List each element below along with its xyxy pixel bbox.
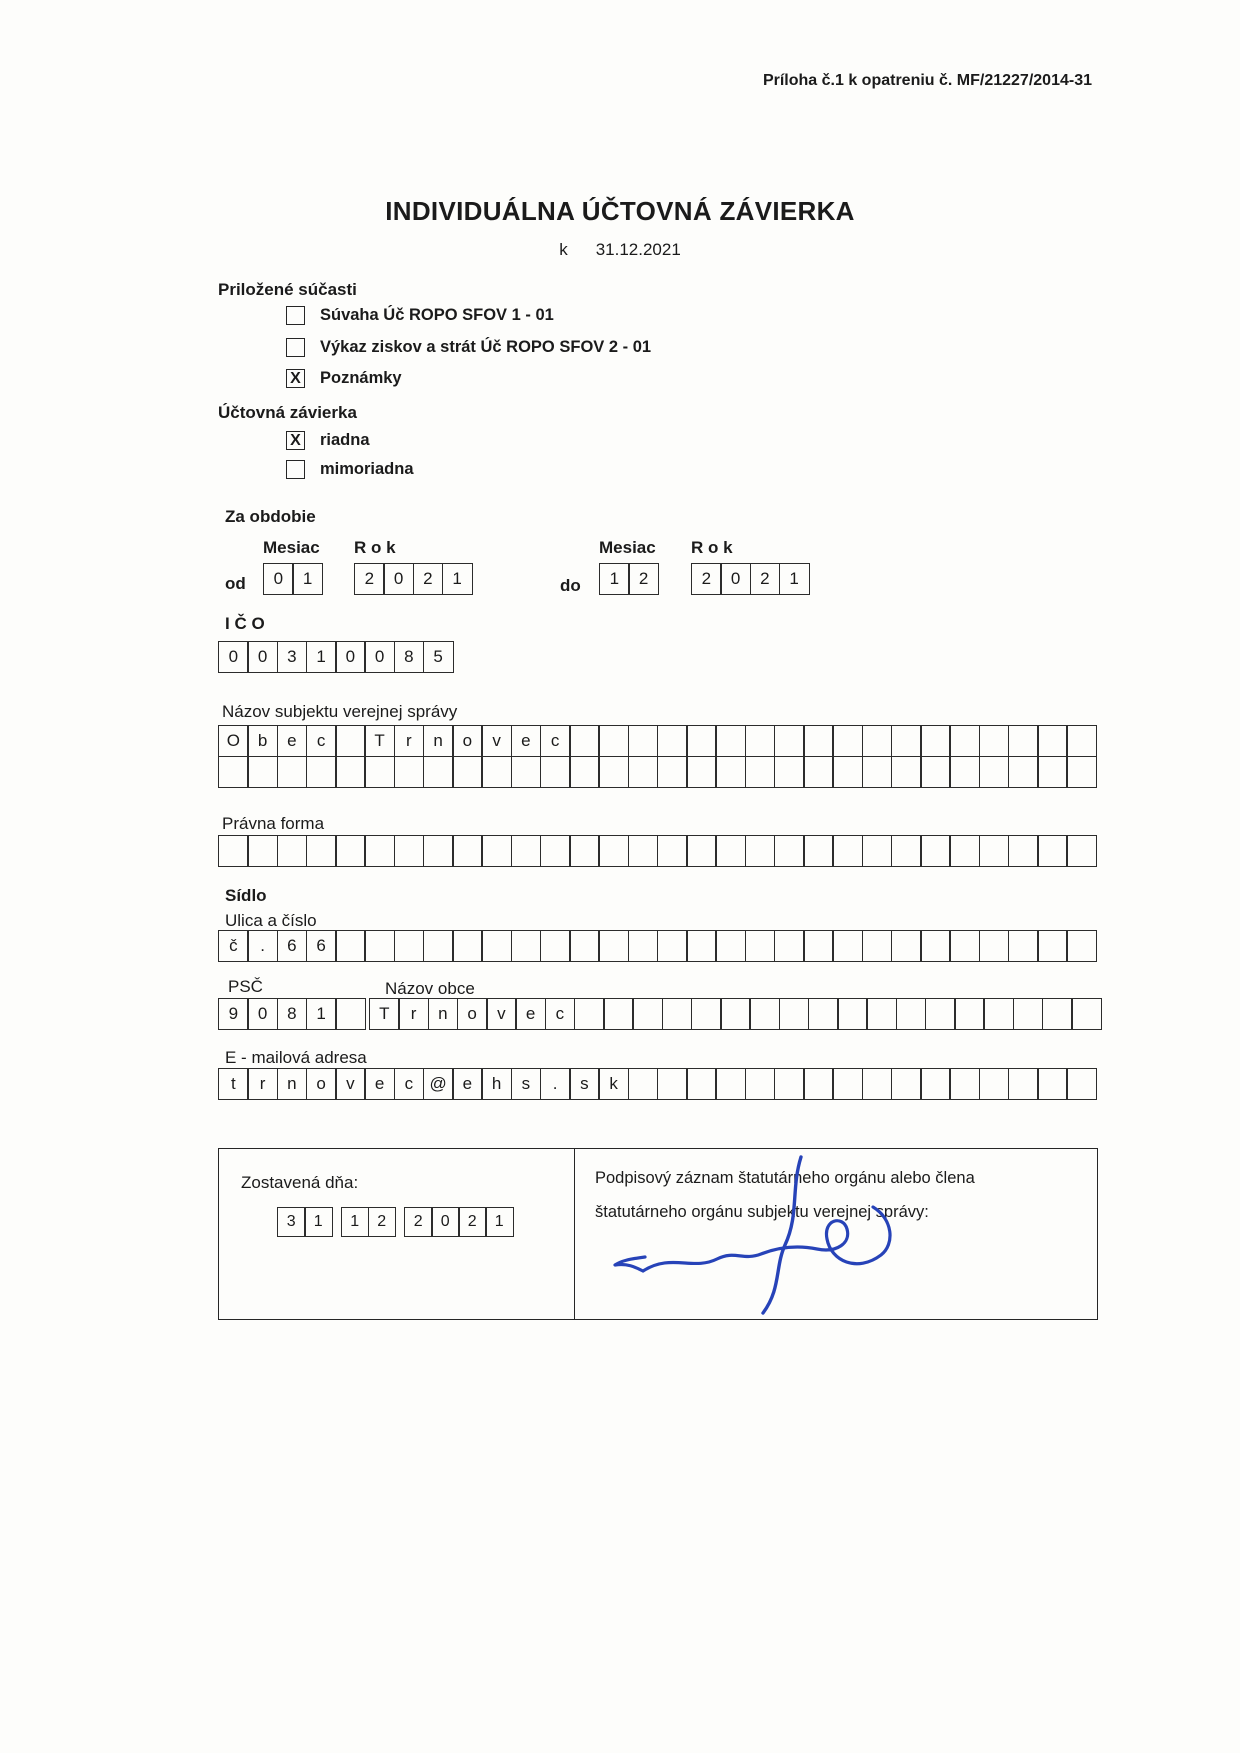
char-cell <box>481 835 512 867</box>
char-cell <box>686 756 717 788</box>
char-cell <box>745 725 776 757</box>
char-cell <box>745 835 776 867</box>
char-cell: 0 <box>720 563 751 595</box>
char-cell: 1 <box>306 998 337 1030</box>
char-cell <box>891 756 922 788</box>
char-cell <box>1066 835 1097 867</box>
char-cell <box>715 756 746 788</box>
char-cell: r <box>247 1068 278 1100</box>
closing-heading: Účtovná závierka <box>218 403 357 422</box>
char-cell: c <box>394 1068 425 1100</box>
char-cell <box>925 998 956 1030</box>
char-cell: č <box>218 930 249 962</box>
char-cell: T <box>364 725 395 757</box>
char-cell <box>511 930 542 962</box>
closing-item-mimoriadna <box>286 460 414 479</box>
char-cell <box>306 756 337 788</box>
char-cell <box>540 756 571 788</box>
ico-grid <box>218 641 454 673</box>
char-cell <box>774 756 805 788</box>
char-cell <box>1037 1068 1068 1100</box>
compiled-label: Zostavená dňa: <box>241 1173 359 1192</box>
char-cell: 1 <box>779 563 810 595</box>
char-cell: n <box>277 1068 308 1100</box>
annex-reference: Príloha č.1 k opatreniu č. MF/21227/2014-31 <box>762 72 1092 89</box>
char-cell: 2 <box>404 1207 433 1237</box>
char-cell <box>628 930 659 962</box>
char-cell <box>335 756 366 788</box>
compiled-month-grid <box>341 1207 397 1237</box>
char-cell: c <box>540 725 571 757</box>
char-cell: . <box>247 930 278 962</box>
signature-panel <box>575 1149 1097 1319</box>
char-cell: v <box>486 998 517 1030</box>
char-cell <box>335 835 366 867</box>
char-cell: 1 <box>306 641 337 673</box>
char-cell <box>774 930 805 962</box>
char-cell <box>657 930 688 962</box>
char-cell <box>628 725 659 757</box>
char-cell <box>511 756 542 788</box>
char-cell <box>574 998 605 1030</box>
char-cell <box>628 835 659 867</box>
char-cell: o <box>306 1068 337 1100</box>
char-cell <box>511 835 542 867</box>
char-cell: 0 <box>218 641 249 673</box>
entity-name-row1 <box>218 725 1097 757</box>
char-cell <box>1013 998 1044 1030</box>
char-cell: 2 <box>413 563 444 595</box>
char-cell <box>774 835 805 867</box>
char-cell <box>862 756 893 788</box>
char-cell: h <box>481 1068 512 1100</box>
town-label: Názov obce <box>385 979 475 998</box>
char-cell <box>949 835 980 867</box>
from-month-grid <box>263 563 323 595</box>
to-month-label: Mesiac <box>599 538 656 557</box>
char-cell: r <box>398 998 429 1030</box>
char-cell: b <box>247 725 278 757</box>
char-cell <box>364 756 395 788</box>
char-cell <box>832 756 863 788</box>
char-cell <box>335 725 366 757</box>
closing-label-riadna: riadna <box>320 431 370 449</box>
char-cell <box>394 930 425 962</box>
char-cell <box>540 930 571 962</box>
char-cell <box>949 1068 980 1100</box>
char-cell: 0 <box>247 998 278 1030</box>
char-cell <box>983 998 1014 1030</box>
char-cell <box>1008 756 1039 788</box>
char-cell <box>1037 725 1068 757</box>
char-cell <box>569 835 600 867</box>
char-cell <box>247 835 278 867</box>
char-cell: 2 <box>691 563 722 595</box>
char-cell <box>569 756 600 788</box>
char-cell <box>803 1068 834 1100</box>
char-cell: 1 <box>304 1207 333 1237</box>
char-cell: e <box>511 725 542 757</box>
char-cell <box>1037 930 1068 962</box>
email-grid <box>218 1068 1097 1100</box>
char-cell <box>1042 998 1073 1030</box>
char-cell <box>954 998 985 1030</box>
to-label: do <box>560 576 581 595</box>
char-cell <box>481 756 512 788</box>
char-cell <box>803 835 834 867</box>
char-cell <box>979 930 1010 962</box>
char-cell <box>686 930 717 962</box>
char-cell: 8 <box>394 641 425 673</box>
char-cell <box>1066 1068 1097 1100</box>
street-label: Ulica a číslo <box>225 911 317 930</box>
checkbox-mimoriadna <box>286 460 305 479</box>
char-cell <box>774 725 805 757</box>
char-cell <box>662 998 693 1030</box>
char-cell: c <box>545 998 576 1030</box>
char-cell <box>862 725 893 757</box>
char-cell <box>749 998 780 1030</box>
compiled-date <box>277 1207 514 1237</box>
char-cell <box>862 835 893 867</box>
ico-heading: I Č O <box>225 614 265 633</box>
char-cell: 0 <box>383 563 414 595</box>
char-cell <box>920 835 951 867</box>
char-cell <box>803 725 834 757</box>
char-cell <box>1008 1068 1039 1100</box>
char-cell <box>423 835 454 867</box>
as-of-line <box>0 240 1240 260</box>
char-cell: s <box>511 1068 542 1100</box>
char-cell <box>896 998 927 1030</box>
char-cell <box>632 998 663 1030</box>
char-cell: 0 <box>431 1207 460 1237</box>
checkbox-mark: X <box>290 431 301 449</box>
char-cell <box>364 835 395 867</box>
as-of-date: 31.12.2021 <box>595 240 681 259</box>
period-heading: Za obdobie <box>225 507 316 526</box>
char-cell <box>1066 725 1097 757</box>
char-cell <box>715 1068 746 1100</box>
char-cell <box>306 835 337 867</box>
char-cell <box>715 835 746 867</box>
checkbox-vykaz <box>286 338 305 357</box>
char-cell <box>979 835 1010 867</box>
char-cell <box>247 756 278 788</box>
char-cell: T <box>369 998 400 1030</box>
char-cell: 5 <box>423 641 454 673</box>
char-cell <box>891 725 922 757</box>
char-cell: 3 <box>277 1207 306 1237</box>
compiled-day-grid <box>277 1207 333 1237</box>
signature-stroke-flourish <box>615 1207 890 1271</box>
char-cell <box>1066 756 1097 788</box>
char-cell <box>598 725 629 757</box>
closing-item-riadna <box>286 431 370 450</box>
char-cell <box>715 930 746 962</box>
char-cell: 2 <box>628 563 659 595</box>
char-cell <box>335 998 366 1030</box>
char-cell <box>657 725 688 757</box>
signature-box <box>218 1148 1098 1320</box>
char-cell <box>891 930 922 962</box>
entity-name-row2 <box>218 756 1097 788</box>
char-cell: v <box>481 725 512 757</box>
char-cell: 0 <box>263 563 294 595</box>
from-month-label: Mesiac <box>263 538 320 557</box>
char-cell <box>218 835 249 867</box>
closing-label-mimoriadna: mimoriadna <box>320 460 414 478</box>
char-cell <box>920 725 951 757</box>
char-cell <box>603 998 634 1030</box>
char-cell <box>1008 930 1039 962</box>
char-cell: 0 <box>364 641 395 673</box>
char-cell <box>423 756 454 788</box>
char-cell <box>745 930 776 962</box>
char-cell <box>745 756 776 788</box>
char-cell <box>481 930 512 962</box>
char-cell <box>452 756 483 788</box>
char-cell: r <box>394 725 425 757</box>
email-label: E - mailová adresa <box>225 1048 367 1067</box>
char-cell <box>277 835 308 867</box>
page-title: INDIVIDUÁLNA ÚČTOVNÁ ZÁVIERKA <box>385 196 855 226</box>
char-cell <box>891 835 922 867</box>
char-cell <box>540 835 571 867</box>
char-cell <box>949 930 980 962</box>
char-cell: 0 <box>247 641 278 673</box>
char-cell: e <box>277 725 308 757</box>
char-cell: 3 <box>277 641 308 673</box>
signature <box>605 1149 905 1319</box>
char-cell: 8 <box>277 998 308 1030</box>
char-cell <box>628 756 659 788</box>
legal-form-grid <box>218 835 1097 867</box>
char-cell: 1 <box>341 1207 370 1237</box>
attachments-heading: Priložené súčasti <box>218 280 357 299</box>
char-cell <box>452 930 483 962</box>
char-cell: 2 <box>458 1207 487 1237</box>
char-cell <box>657 756 688 788</box>
char-cell <box>920 1068 951 1100</box>
char-cell: 1 <box>599 563 630 595</box>
char-cell <box>218 756 249 788</box>
attachment-item-poznamky <box>286 369 402 388</box>
char-cell <box>686 1068 717 1100</box>
char-cell <box>598 756 629 788</box>
char-cell <box>628 1068 659 1100</box>
char-cell <box>808 998 839 1030</box>
char-cell <box>774 1068 805 1100</box>
char-cell: 1 <box>442 563 473 595</box>
char-cell <box>277 756 308 788</box>
char-cell <box>862 930 893 962</box>
char-cell: . <box>540 1068 571 1100</box>
char-cell <box>598 835 629 867</box>
signature-statement-line2: štatutárneho orgánu subjektu verejnej správy: <box>595 1203 929 1221</box>
char-cell: 6 <box>277 930 308 962</box>
char-cell <box>837 998 868 1030</box>
char-cell <box>364 930 395 962</box>
char-cell <box>423 930 454 962</box>
char-cell <box>394 835 425 867</box>
char-cell <box>920 756 951 788</box>
as-of-prefix: k <box>559 240 568 259</box>
char-cell <box>394 756 425 788</box>
char-cell: k <box>598 1068 629 1100</box>
town-grid <box>369 998 1102 1030</box>
char-cell <box>891 1068 922 1100</box>
checkbox-mark: X <box>290 369 301 387</box>
char-cell <box>691 998 722 1030</box>
char-cell: O <box>218 725 249 757</box>
checkbox-suvaha <box>286 306 305 325</box>
to-year-grid <box>691 563 810 595</box>
char-cell <box>657 1068 688 1100</box>
char-cell: c <box>306 725 337 757</box>
checkbox-riadna <box>286 431 305 450</box>
char-cell <box>979 725 1010 757</box>
char-cell <box>1008 835 1039 867</box>
char-cell: 2 <box>368 1207 397 1237</box>
attachment-label-poznamky: Poznámky <box>320 369 402 387</box>
char-cell <box>832 835 863 867</box>
char-cell <box>1071 998 1102 1030</box>
char-cell: v <box>335 1068 366 1100</box>
char-cell: 0 <box>335 641 366 673</box>
char-cell <box>657 835 688 867</box>
legal-form-label: Právna forma <box>222 814 325 833</box>
entity-name-grid <box>218 725 1097 788</box>
char-cell: e <box>364 1068 395 1100</box>
char-cell: e <box>452 1068 483 1100</box>
char-cell <box>569 930 600 962</box>
attachment-item-suvaha <box>286 306 554 325</box>
char-cell <box>569 725 600 757</box>
char-cell <box>832 930 863 962</box>
char-cell <box>686 835 717 867</box>
char-cell: e <box>515 998 546 1030</box>
char-cell <box>979 1068 1010 1100</box>
attachment-label-vykaz: Výkaz ziskov a strát Úč ROPO SFOV 2 - 01 <box>320 338 652 356</box>
char-cell <box>949 756 980 788</box>
char-cell <box>949 725 980 757</box>
char-cell <box>866 998 897 1030</box>
attachment-item-vykaz <box>286 338 651 357</box>
from-year-label: R o k <box>354 538 396 557</box>
char-cell: o <box>452 725 483 757</box>
char-cell <box>832 1068 863 1100</box>
char-cell: n <box>423 725 454 757</box>
char-cell <box>1037 756 1068 788</box>
char-cell <box>1008 725 1039 757</box>
char-cell <box>779 998 810 1030</box>
char-cell <box>745 1068 776 1100</box>
char-cell <box>920 930 951 962</box>
char-cell <box>452 835 483 867</box>
char-cell <box>979 756 1010 788</box>
char-cell: 1 <box>485 1207 514 1237</box>
char-cell: @ <box>423 1068 454 1100</box>
street-grid <box>218 930 1097 962</box>
address-heading: Sídlo <box>225 886 267 905</box>
char-cell: 2 <box>354 563 385 595</box>
char-cell <box>803 756 834 788</box>
char-cell: 1 <box>292 563 323 595</box>
char-cell <box>1037 835 1068 867</box>
char-cell <box>598 930 629 962</box>
char-cell: t <box>218 1068 249 1100</box>
char-cell <box>686 725 717 757</box>
zip-grid <box>218 998 366 1030</box>
char-cell <box>862 1068 893 1100</box>
char-cell: 9 <box>218 998 249 1030</box>
char-cell <box>715 725 746 757</box>
signature-statement-line1: Podpisový záznam štatutárneho orgánu alebo člena <box>595 1169 975 1187</box>
compiled-panel <box>219 1149 575 1319</box>
char-cell: o <box>457 998 488 1030</box>
char-cell <box>1066 930 1097 962</box>
to-month-grid <box>599 563 659 595</box>
char-cell <box>803 930 834 962</box>
char-cell <box>335 930 366 962</box>
char-cell: 6 <box>306 930 337 962</box>
zip-label: PSČ <box>228 977 263 996</box>
from-year-grid <box>354 563 473 595</box>
char-cell <box>720 998 751 1030</box>
entity-name-label: Názov subjektu verejnej správy <box>222 702 458 721</box>
char-cell: s <box>569 1068 600 1100</box>
char-cell: 2 <box>750 563 781 595</box>
char-cell <box>832 725 863 757</box>
signature-stroke-vertical <box>763 1157 801 1313</box>
compiled-year-grid <box>404 1207 514 1237</box>
checkbox-poznamky <box>286 369 305 388</box>
char-cell: n <box>428 998 459 1030</box>
from-label: od <box>225 574 246 593</box>
attachment-label-suvaha: Súvaha Úč ROPO SFOV 1 - 01 <box>320 306 554 324</box>
to-year-label: R o k <box>691 538 733 557</box>
